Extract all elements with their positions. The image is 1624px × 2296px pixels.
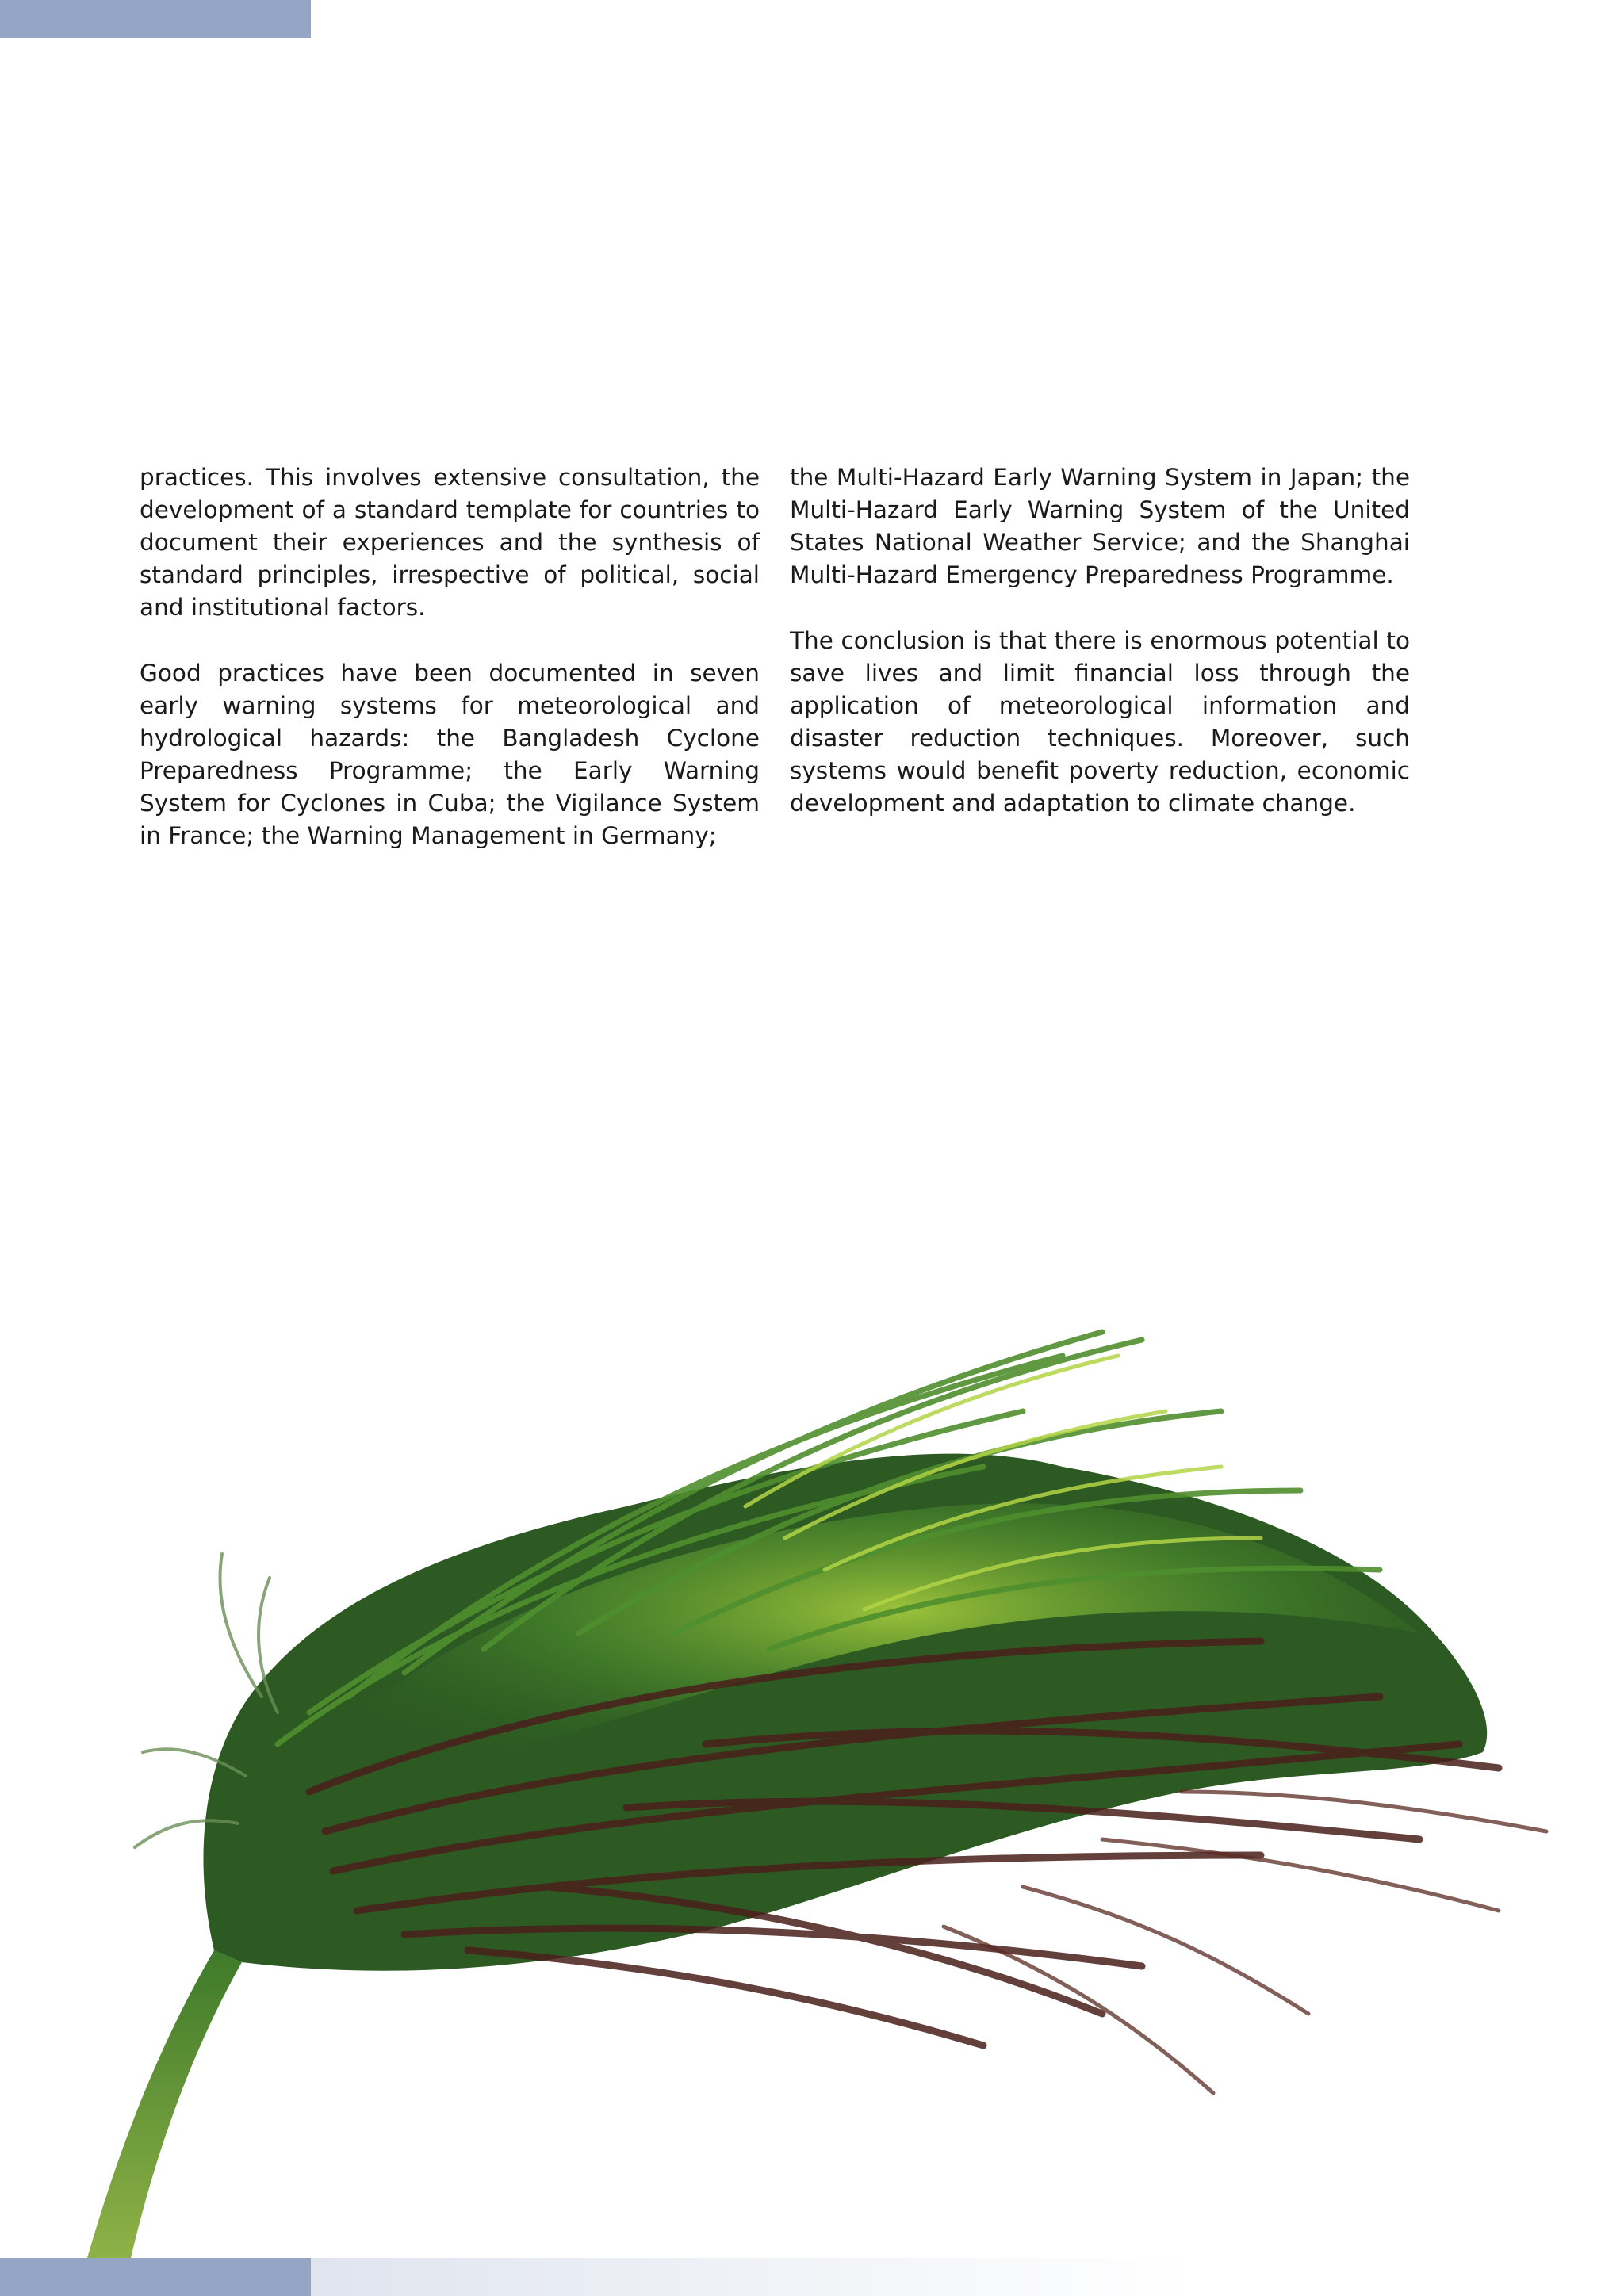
top-accent-bar [0, 0, 311, 38]
right-paragraph-2: The conclusion is that there is enormous potential to save lives and limit financial loss through the application of meteorological information and disaster reduction techniques. Moreover, such systems would benefit poverty reduction, economic development and adaptation to climate change. [790, 627, 1410, 817]
palm-stem [87, 1950, 242, 2258]
left-paragraph-2: Good practices have been documented in seven early warning systems for meteorological and hydrological hazards: the Bangladesh Cyclone Preparedness Programme; the Early Warning System for Cyclones in Cuba; the Vigilance System in France; the Warning Management in Germany; [140, 660, 760, 849]
right-column [790, 461, 1410, 886]
bottom-accent-bar [0, 2258, 311, 2296]
right-paragraph-1: the Multi-Hazard Early Warning System in Japan; the Multi-Hazard Early Warning System of the United States National Weather Service; and the Shanghai Multi-Hazard Emergency Preparedness Programme. [790, 464, 1410, 588]
left-paragraph-1: practices. This involves extensive consultation, the development of a standard template for countries to document their experiences and the synthesis of standard principles, irrespective of political, social and institutional factors. [140, 464, 760, 621]
left-column [140, 461, 760, 886]
body-text [140, 461, 1410, 886]
windblown-palm-photo [71, 1094, 1578, 2258]
